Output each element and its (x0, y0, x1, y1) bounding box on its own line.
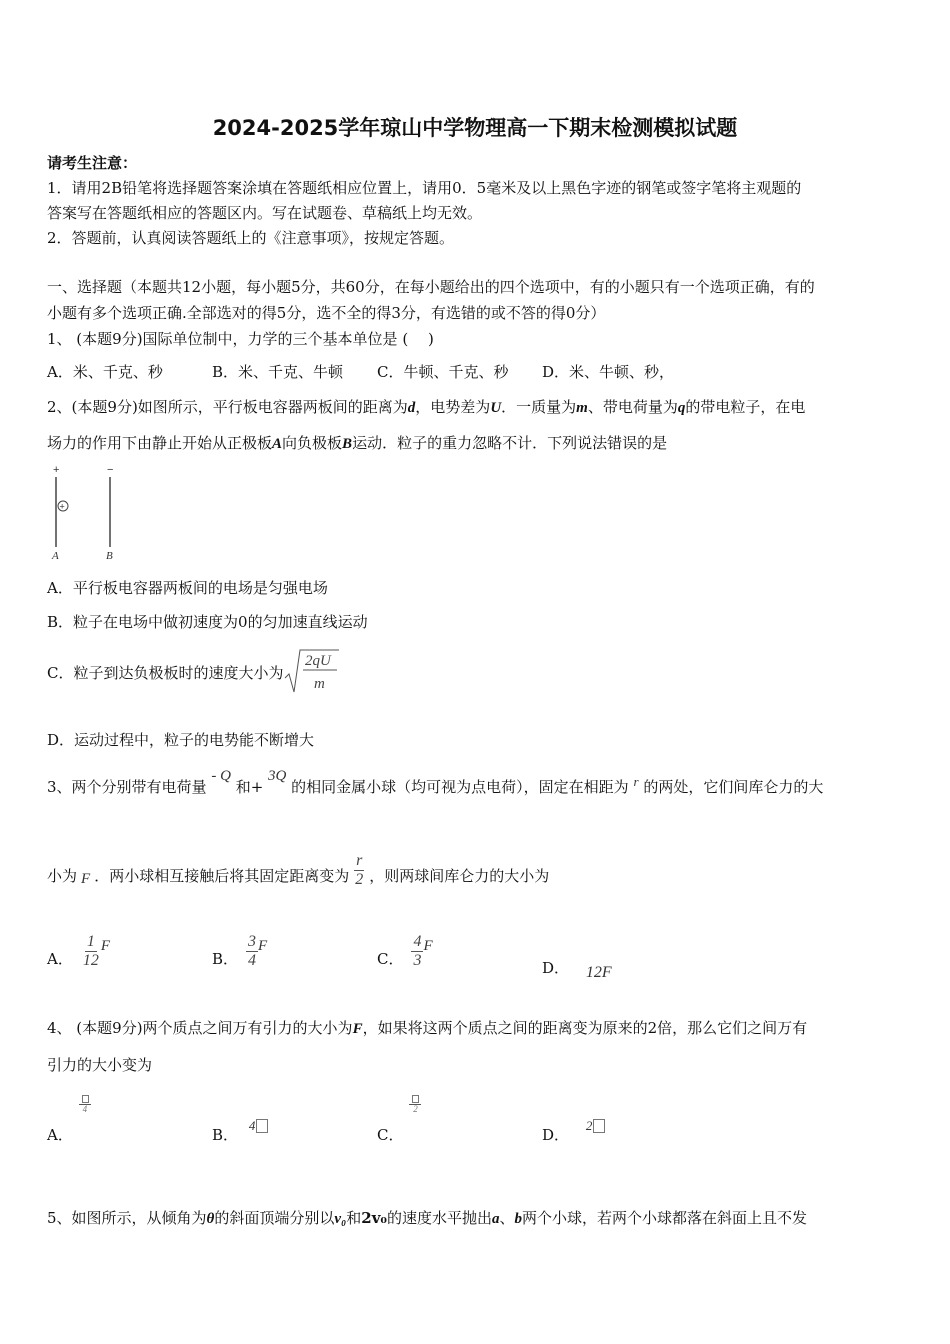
q3-stem-line-1: 3、两个分别带有电荷量 - Q 和+ 3Q 的相同金属小球（均可视为点电荷），固定在相距为 r 的两处，它们间库仑力的大 (47, 768, 824, 796)
q3-option-d: D． 12F (542, 959, 612, 981)
svg-text:m: m (314, 676, 326, 692)
q3-stem-line-2: 小为 F ．两小球相互接触后将其固定距离变为 $\frac{r}{2}$ ，则两球间库仑力的大小为 (47, 852, 550, 888)
q2-stem-line-1: 2、(本题9分)如图所示，平行板电容器两板间的距离为d，电势差为U．一质量为m、带电荷量为q的带电粒子，在电 (47, 398, 806, 416)
q1-option-b: B．米、千克、牛顿 (212, 363, 344, 381)
particle-charge-sign: + (59, 501, 65, 512)
q5-stem-line-1: 5、如图所示，从倾角为θ的斜面顶端分别以v₀和2v₀的速度水平抛出a、b两个小球，若两个小球都落在斜面上且不发 (47, 1209, 808, 1227)
missing-glyph-box (593, 1119, 605, 1133)
q4-stem-line-2: 引力的大小变为 (47, 1056, 153, 1074)
r-over-2-fraction: $\frac{r}{2}$ (355, 852, 364, 888)
q2-option-d: D．运动过程中，粒子的电势能不断增大 (47, 731, 315, 749)
plate-a-label: A (52, 550, 59, 562)
svg-text:2qU: 2qU (305, 653, 332, 669)
q4-option-a: A． 4 (47, 1094, 91, 1115)
sqrt-expression (283, 648, 341, 696)
q4-option-c: C． 2 (377, 1094, 421, 1115)
capacitor-figure (45, 462, 125, 562)
notice-line-1: 1．请用2B铅笔将选择题答案涂填在答题纸相应位置上，请用0．5毫米及以上黑色字迹的钢笔或签字笔将主观题的 (47, 179, 802, 197)
q4-stem-line-1: 4、 (本题9分)两个质点之间万有引力的大小为F，如果将这两个质点之间的距离变为原来的2倍，那么它们之间万有 (47, 1019, 808, 1037)
plate-b-minus-sign: − (107, 464, 114, 476)
q3-option-b: B． $\frac{3}{4}$ F (212, 933, 268, 969)
notice-line-1b: 答案写在答题纸相应的答题区内。写在试题卷、草稿纸上均无效。 (47, 204, 483, 222)
q2-option-a: A．平行板电容器两板间的电场是匀强电场 (47, 579, 328, 597)
notice-line-2: 2．答题前，认真阅读答题纸上的《注意事项》，按规定答题。 (47, 229, 455, 247)
notice-heading: 请考生注意： (47, 154, 138, 172)
q2-option-b: B．粒子在电场中做初速度为0的匀加速直线运动 (47, 613, 368, 631)
q1-stem: 1、 (本题9分)国际单位制中，力学的三个基本单位是 ( ) (47, 330, 434, 348)
q1-option-a: A．米、千克、秒 (47, 363, 163, 381)
q4-option-d: D． 2 (542, 1124, 605, 1145)
q3-option-c: C． $\frac{4}{3}$ F (377, 933, 433, 969)
plate-a-plus-sign: + (53, 464, 60, 476)
q1-option-d: D．米、牛顿、秒， (542, 363, 675, 381)
q1-option-c: C．牛顿、千克、秒 (377, 363, 509, 381)
missing-glyph-box (256, 1119, 268, 1133)
q4-option-b: B． 4 (212, 1124, 268, 1145)
q3-option-a: A． $\frac{1}{12}$ F (47, 933, 111, 969)
plate-b-label: B (106, 550, 113, 562)
q2-option-c: C．粒子到达负极板时的速度大小为 2qU m (47, 648, 341, 696)
section-heading-2: 小题有多个选项正确.全部选对的得5分，选不全的得3分，有选错的或不答的得0分） (47, 304, 606, 322)
section-heading-1: 一、选择题（本题共12小题，每小题5分，共60分，在每小题给出的四个选项中，有的小题只有一个选项正确，有的 (47, 278, 815, 296)
q2-stem-line-2: 场力的作用下由静止开始从正极板A向负极板B运动．粒子的重力忽略不计．下列说法错误的是 (47, 434, 668, 452)
page-title: 2024-2025学年琼山中学物理高一下期末检测模拟试题 (212, 116, 738, 140)
